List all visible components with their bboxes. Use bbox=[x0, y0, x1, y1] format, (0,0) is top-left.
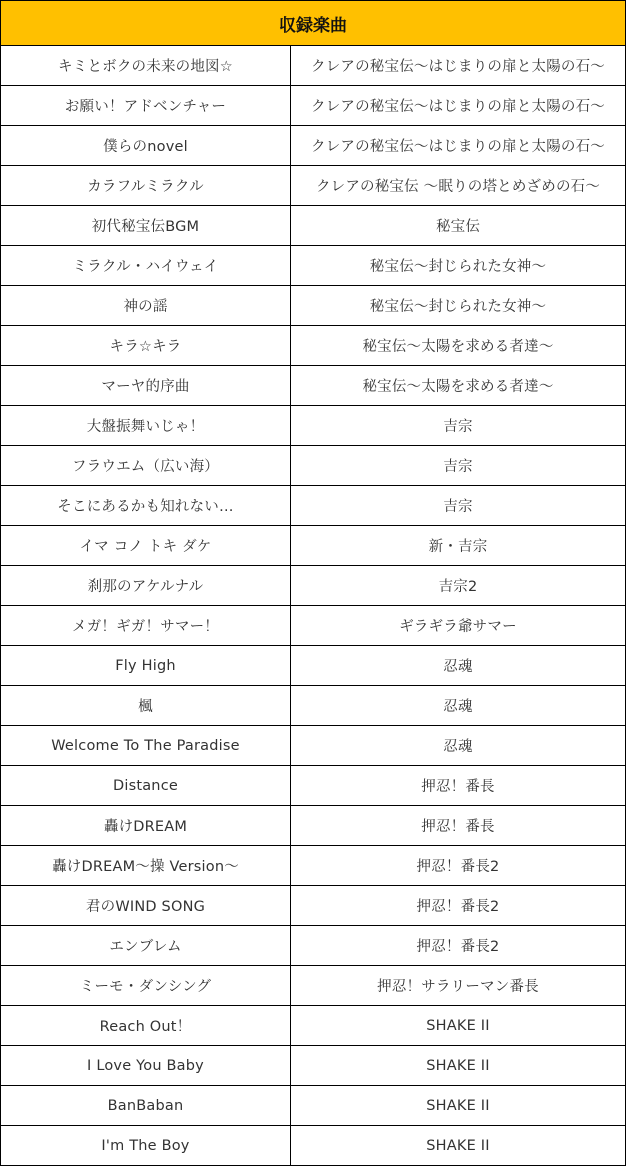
machine-name: クレアの秘宝伝 〜眠りの塔とめざめの石〜 bbox=[291, 166, 626, 206]
table-row bbox=[1, 406, 626, 446]
song-title: Reach Out！ bbox=[1, 1006, 291, 1046]
table-row bbox=[1, 926, 626, 966]
table-row bbox=[1, 126, 626, 166]
song-title: カラフルミラクル bbox=[1, 166, 291, 206]
machine-name: 吉宗 bbox=[291, 406, 626, 446]
machine-name: 押忍！番長2 bbox=[291, 886, 626, 926]
machine-name: 押忍！番長2 bbox=[291, 926, 626, 966]
machine-name: 新・吉宗 bbox=[291, 526, 626, 566]
song-title: 轟けDREAM bbox=[1, 806, 291, 846]
machine-name: 秘宝伝〜太陽を求める者達〜 bbox=[291, 326, 626, 366]
table-row bbox=[1, 86, 626, 126]
song-title: 楓 bbox=[1, 686, 291, 726]
table-row bbox=[1, 286, 626, 326]
song-title: 初代秘宝伝BGM bbox=[1, 206, 291, 246]
table-row bbox=[1, 366, 626, 406]
table-body bbox=[1, 46, 626, 1166]
machine-name: 押忍！番長 bbox=[291, 806, 626, 846]
song-title: Distance bbox=[1, 766, 291, 806]
table-row bbox=[1, 606, 626, 646]
table-row bbox=[1, 1086, 626, 1126]
song-title: Welcome To The Paradise bbox=[1, 726, 291, 766]
table-row bbox=[1, 966, 626, 1006]
table-row bbox=[1, 726, 626, 766]
song-title: 轟けDREAM〜操 Version〜 bbox=[1, 846, 291, 886]
machine-name: SHAKE II bbox=[291, 1086, 626, 1126]
table-row bbox=[1, 686, 626, 726]
song-title: メガ！ギガ！サマー！ bbox=[1, 606, 291, 646]
machine-name: 押忍！番長 bbox=[291, 766, 626, 806]
song-title: I Love You Baby bbox=[1, 1046, 291, 1086]
table-row bbox=[1, 1126, 626, 1166]
machine-name: SHAKE II bbox=[291, 1006, 626, 1046]
machine-name: 忍魂 bbox=[291, 686, 626, 726]
song-title: イマ コノ トキ ダケ bbox=[1, 526, 291, 566]
song-title: ミラクル・ハイウェイ bbox=[1, 246, 291, 286]
table-row bbox=[1, 46, 626, 86]
table-row bbox=[1, 566, 626, 606]
song-title: お願い！アドベンチャー bbox=[1, 86, 291, 126]
table-row bbox=[1, 486, 626, 526]
song-title: 君のWIND SONG bbox=[1, 886, 291, 926]
machine-name: 秘宝伝〜太陽を求める者達〜 bbox=[291, 366, 626, 406]
table-row bbox=[1, 326, 626, 366]
table-row bbox=[1, 886, 626, 926]
table-row bbox=[1, 646, 626, 686]
machine-name: 秘宝伝 bbox=[291, 206, 626, 246]
table-row bbox=[1, 846, 626, 886]
machine-name: ギラギラ爺サマー bbox=[291, 606, 626, 646]
machine-name: 吉宗2 bbox=[291, 566, 626, 606]
song-title: 僕らのnovel bbox=[1, 126, 291, 166]
machine-name: 吉宗 bbox=[291, 446, 626, 486]
table-row bbox=[1, 1046, 626, 1086]
table-row bbox=[1, 526, 626, 566]
machine-name: 忍魂 bbox=[291, 646, 626, 686]
song-title: キラ☆キラ bbox=[1, 326, 291, 366]
table-row bbox=[1, 166, 626, 206]
table-header-row bbox=[1, 1, 626, 46]
machine-name: 秘宝伝〜封じられた女神〜 bbox=[291, 246, 626, 286]
song-title: マーヤ的序曲 bbox=[1, 366, 291, 406]
machine-name: 秘宝伝〜封じられた女神〜 bbox=[291, 286, 626, 326]
machine-name: クレアの秘宝伝〜はじまりの扉と太陽の石〜 bbox=[291, 46, 626, 86]
song-title: そこにあるかも知れない… bbox=[1, 486, 291, 526]
machine-name: クレアの秘宝伝〜はじまりの扉と太陽の石〜 bbox=[291, 86, 626, 126]
machine-name: 押忍！サラリーマン番長 bbox=[291, 966, 626, 1006]
song-title: 神の謡 bbox=[1, 286, 291, 326]
machine-name: クレアの秘宝伝〜はじまりの扉と太陽の石〜 bbox=[291, 126, 626, 166]
table-row bbox=[1, 806, 626, 846]
table-row bbox=[1, 206, 626, 246]
machine-name: 吉宗 bbox=[291, 486, 626, 526]
song-title: BanBaban bbox=[1, 1086, 291, 1126]
song-title: キミとボクの未来の地図☆ bbox=[1, 46, 291, 86]
song-title: エンブレム bbox=[1, 926, 291, 966]
table-title: 収録楽曲 bbox=[1, 1, 626, 46]
song-title: Fly High bbox=[1, 646, 291, 686]
song-title: ミーモ・ダンシング bbox=[1, 966, 291, 1006]
song-title: I'm The Boy bbox=[1, 1126, 291, 1166]
song-title: 大盤振舞いじゃ！ bbox=[1, 406, 291, 446]
table-row bbox=[1, 446, 626, 486]
table-row bbox=[1, 766, 626, 806]
table-row bbox=[1, 246, 626, 286]
song-title: フラウエム（広い海） bbox=[1, 446, 291, 486]
song-title: 刹那のアケルナル bbox=[1, 566, 291, 606]
table-row bbox=[1, 1006, 626, 1046]
machine-name: SHAKE II bbox=[291, 1126, 626, 1166]
machine-name: 忍魂 bbox=[291, 726, 626, 766]
machine-name: 押忍！番長2 bbox=[291, 846, 626, 886]
machine-name: SHAKE II bbox=[291, 1046, 626, 1086]
